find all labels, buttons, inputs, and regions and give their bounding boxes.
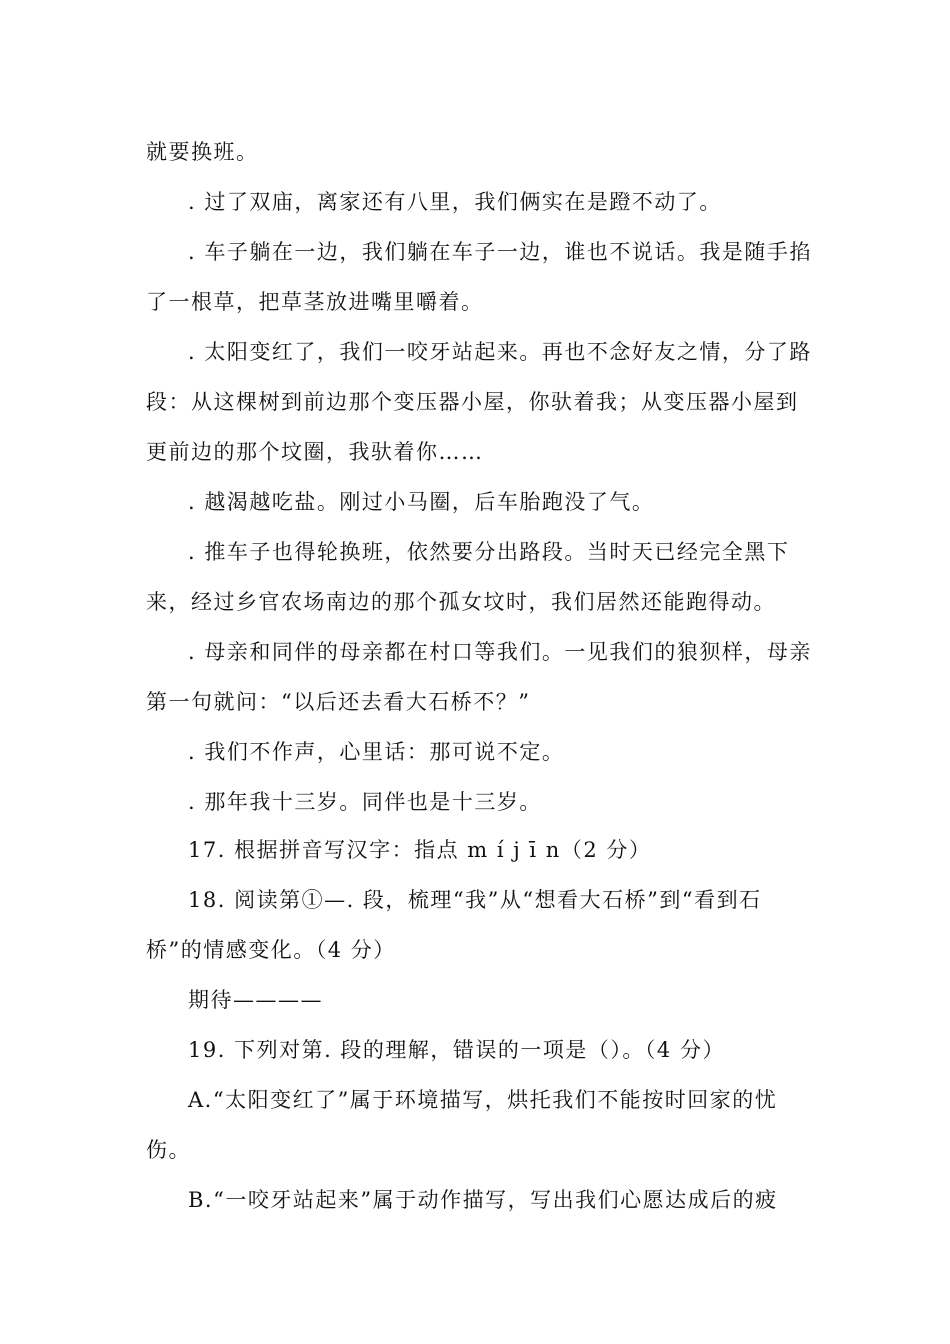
option-a-cont: 伤。: [146, 1138, 191, 1162]
question-18: 18. 阅读第①—. 段，梳理“我”从“想看大石桥”到“看到石: [188, 888, 762, 912]
option-b: B.“一咬牙站起来”属于动作描写，写出我们心愿达成后的疲: [188, 1188, 778, 1212]
question-17: 17. 根据拼音写汉字：指点 m í j ī n（2 分）: [188, 838, 652, 862]
option-a: A.“太阳变红了”属于环境描写，烘托我们不能按时回家的忧: [188, 1088, 778, 1112]
text-line-14: . 那年我十三岁。同伴也是十三岁。: [188, 790, 542, 814]
text-line-4: 了一根草，把草茎放进嘴里嚼着。: [146, 290, 484, 314]
text-line-1: 就要换班。: [146, 140, 259, 164]
answer-blank-line: 期待————: [188, 988, 323, 1012]
text-line-13: . 我们不作声，心里话：那可说不定。: [188, 740, 565, 764]
text-line-6: 段：从这棵树到前边那个变压器小屋，你驮着我；从变压器小屋到: [146, 390, 799, 414]
text-line-2: . 过了双庙，离家还有八里，我们俩实在是蹬不动了。: [188, 190, 722, 214]
text-line-12: 第一句就问：“以后还去看大石桥不？”: [146, 690, 531, 714]
question-19: 19. 下列对第. 段的理解，错误的一项是（）。（4 分）: [188, 1038, 725, 1062]
text-line-8: . 越渴越吃盐。刚过小马圈，后车胎跑没了气。: [188, 490, 655, 514]
text-line-9: . 推车子也得轮换班，依然要分出路段。当时天已经完全黑下: [188, 540, 790, 564]
text-line-3: . 车子躺在一边，我们躺在车子一边，谁也不说话。我是随手掐: [188, 240, 812, 264]
text-line-11: . 母亲和同伴的母亲都在村口等我们。一见我们的狼狈样，母亲: [188, 640, 812, 664]
text-line-5: . 太阳变红了，我们一咬牙站起来。再也不念好友之情，分了路: [188, 340, 812, 364]
question-18-cont: 桥”的情感变化。（4 分）: [146, 938, 396, 962]
text-line-10: 来，经过乡官农场南边的那个孤女坟时，我们居然还能跑得动。: [146, 590, 776, 614]
text-line-7: 更前边的那个坟圈，我驮着你……: [146, 440, 484, 464]
